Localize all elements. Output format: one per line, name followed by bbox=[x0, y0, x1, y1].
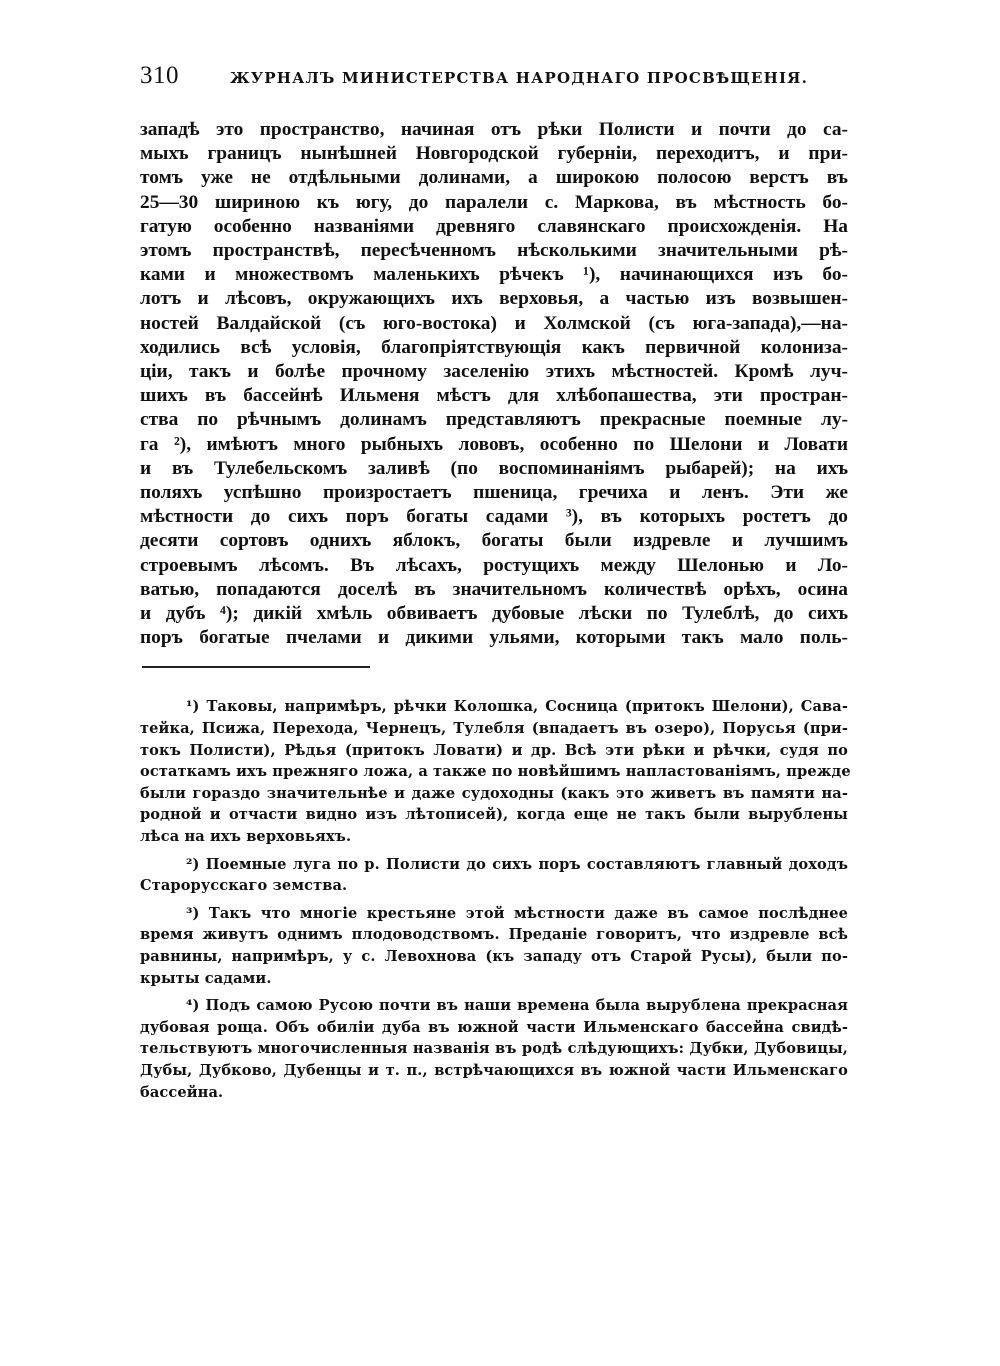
body-line: томъ уже не отдѣльными долинами, а широкою полосою верстъ въ bbox=[140, 167, 848, 189]
footnote-line: ²) Поемные луга по р. Полисти до сихъ поръ составляютъ главный доходъ bbox=[186, 855, 848, 873]
body-line: и въ Тулебельскомъ заливѣ (по воспоминаніямъ рыбарей); на ихъ bbox=[140, 457, 848, 479]
body-line: и дубъ ⁴); дикій хмѣль обвиваетъ дубовые лѣски по Тулеблѣ, до сихъ bbox=[140, 603, 848, 625]
footnote-2 bbox=[140, 854, 848, 897]
body-line: этомъ пространствѣ, пересѣченномъ нѣсколькими значительными рѣ- bbox=[140, 240, 848, 262]
body-line: поляхъ успѣшно произростаетъ пшеница, гречиха и ленъ. Эти же bbox=[140, 482, 848, 504]
footnote-line: время живутъ однимъ плодоводствомъ. Преданіе говоритъ, что издревле всѣ bbox=[140, 926, 848, 944]
body-line: шихъ въ бассейнѣ Ильменя мѣстъ для хлѣбопашества, эти простран- bbox=[140, 385, 848, 407]
body-line: мѣстности до сихъ поръ богаты садами ³), въ которыхъ ростетъ до bbox=[140, 506, 848, 528]
footnote-line: ¹) Таковы, напримѣръ, рѣчки Колошка, Сосница (притокъ Шелони), Сава- bbox=[186, 698, 848, 716]
body-line: ства по рѣчнымъ долинамъ представляютъ прекрасные поемные лу- bbox=[140, 409, 848, 431]
body-line: ватью, попадаются доселѣ въ значительномъ количествѣ орѣхъ, осина bbox=[140, 578, 848, 600]
running-head bbox=[140, 62, 848, 96]
body-line: мыхъ границъ нынѣшней Новгородской губерніи, переходитъ, и при- bbox=[140, 143, 848, 165]
body-line: лотъ и лѣсовъ, окружающихъ ихъ верховья, а частью изъ возвышен- bbox=[140, 288, 848, 310]
body-line: ціи, такъ и болѣе прочному заселенію этихъ мѣстностей. Кромѣ луч- bbox=[140, 361, 848, 383]
body-line: гатую особенно названіями древняго славянскаго происхожденія. На bbox=[140, 215, 848, 237]
footnote-line: равнины, напримѣръ, у с. Левохнова (къ западу отъ Старой Русы), были по- bbox=[140, 948, 848, 965]
footnote-3 bbox=[140, 903, 848, 989]
footnote-line: остаткамъ ихъ прежняго ложа, а также по новѣйшимъ напластованіямъ, прежде bbox=[140, 763, 851, 781]
body-line: ходились всѣ условія, благопріятствующія какъ первичной колониза- bbox=[140, 336, 848, 358]
footnote-4 bbox=[140, 995, 848, 1103]
body-line: 25—30 шириною къ югу, до паралели с. Маркова, въ мѣстность бо- bbox=[140, 191, 848, 213]
footnote-line: тейка, Псижа, Перехода, Чернецъ, Тулебля (впадаетъ въ озеро), Порусья (при- bbox=[140, 720, 848, 738]
footnote-line: крыты садами. bbox=[140, 969, 272, 987]
footnote-line: лѣса на ихъ верховьяхъ. bbox=[140, 828, 352, 846]
footnote-line: Дубы, Дубково, Дубенцы и т. п., встрѣчающихся въ южной части Ильменскаго bbox=[140, 1061, 848, 1079]
body-line: западѣ это пространство, начиная отъ рѣки Полисти и почти до са- bbox=[140, 119, 848, 140]
body-line: строевымъ лѣсомъ. Въ лѣсахъ, ростущихъ между Шелонью и Ло- bbox=[140, 554, 848, 576]
footnote-separator bbox=[142, 666, 370, 668]
footnote-line: Старорусскаго земства. bbox=[140, 877, 348, 895]
body-text bbox=[140, 118, 848, 650]
footnote-line: были гораздо значительнѣе и даже судоходны (какъ это живетъ въ памяти на- bbox=[140, 784, 848, 802]
body-line: десяти сортовъ однихъ яблокъ, богаты были издревле и лучшимъ bbox=[140, 530, 848, 552]
body-line: ками и множествомъ маленькихъ рѣчекъ ¹), начинающихся изъ бо- bbox=[140, 264, 848, 286]
body-line: поръ богатые пчелами и дикими ульями, которыми такъ мало поль- bbox=[140, 627, 848, 649]
footnote-line: родной и отчасти видно изъ лѣтописей), когда еще не такъ были вырублены bbox=[140, 806, 848, 824]
footnote-line: тельствуютъ многочисленныя названія въ родѣ слѣдующихъ: Дубки, Дубовицы, bbox=[140, 1040, 848, 1058]
page-number: 310 bbox=[140, 62, 179, 89]
footnotes bbox=[140, 696, 851, 1103]
body-line: га ²), имѣютъ много рыбныхъ лововъ, особенно по Шелони и Ловати bbox=[140, 433, 848, 455]
footnote-line: дубовая роща. Объ обиліи дуба въ южной части Ильменскаго бассейна свидѣ- bbox=[140, 1018, 848, 1036]
journal-title: ЖУРНАЛЪ МИНИСТЕРСТВА НАРОДНАГО ПРОСВѢЩЕНІЯ. bbox=[230, 69, 809, 87]
footnote-line: ³) Такъ что многіе крестьяне этой мѣстности даже въ самое послѣднее bbox=[186, 904, 848, 922]
footnote-line: токъ Полисти), Рѣдья (притокъ Ловати) и др. Всѣ эти рѣки и рѣчки, судя по bbox=[140, 741, 848, 759]
body-line: ностей Валдайской (съ юго-востока) и Холмской (съ юга-запада),—на- bbox=[140, 312, 848, 334]
footnote-line: ⁴) Подъ самою Русою почти въ наши времена была вырублена прекрасная bbox=[186, 997, 848, 1015]
book-page bbox=[140, 62, 851, 1103]
footnote-1 bbox=[140, 696, 851, 847]
footnote-line: бассейна. bbox=[140, 1083, 224, 1101]
